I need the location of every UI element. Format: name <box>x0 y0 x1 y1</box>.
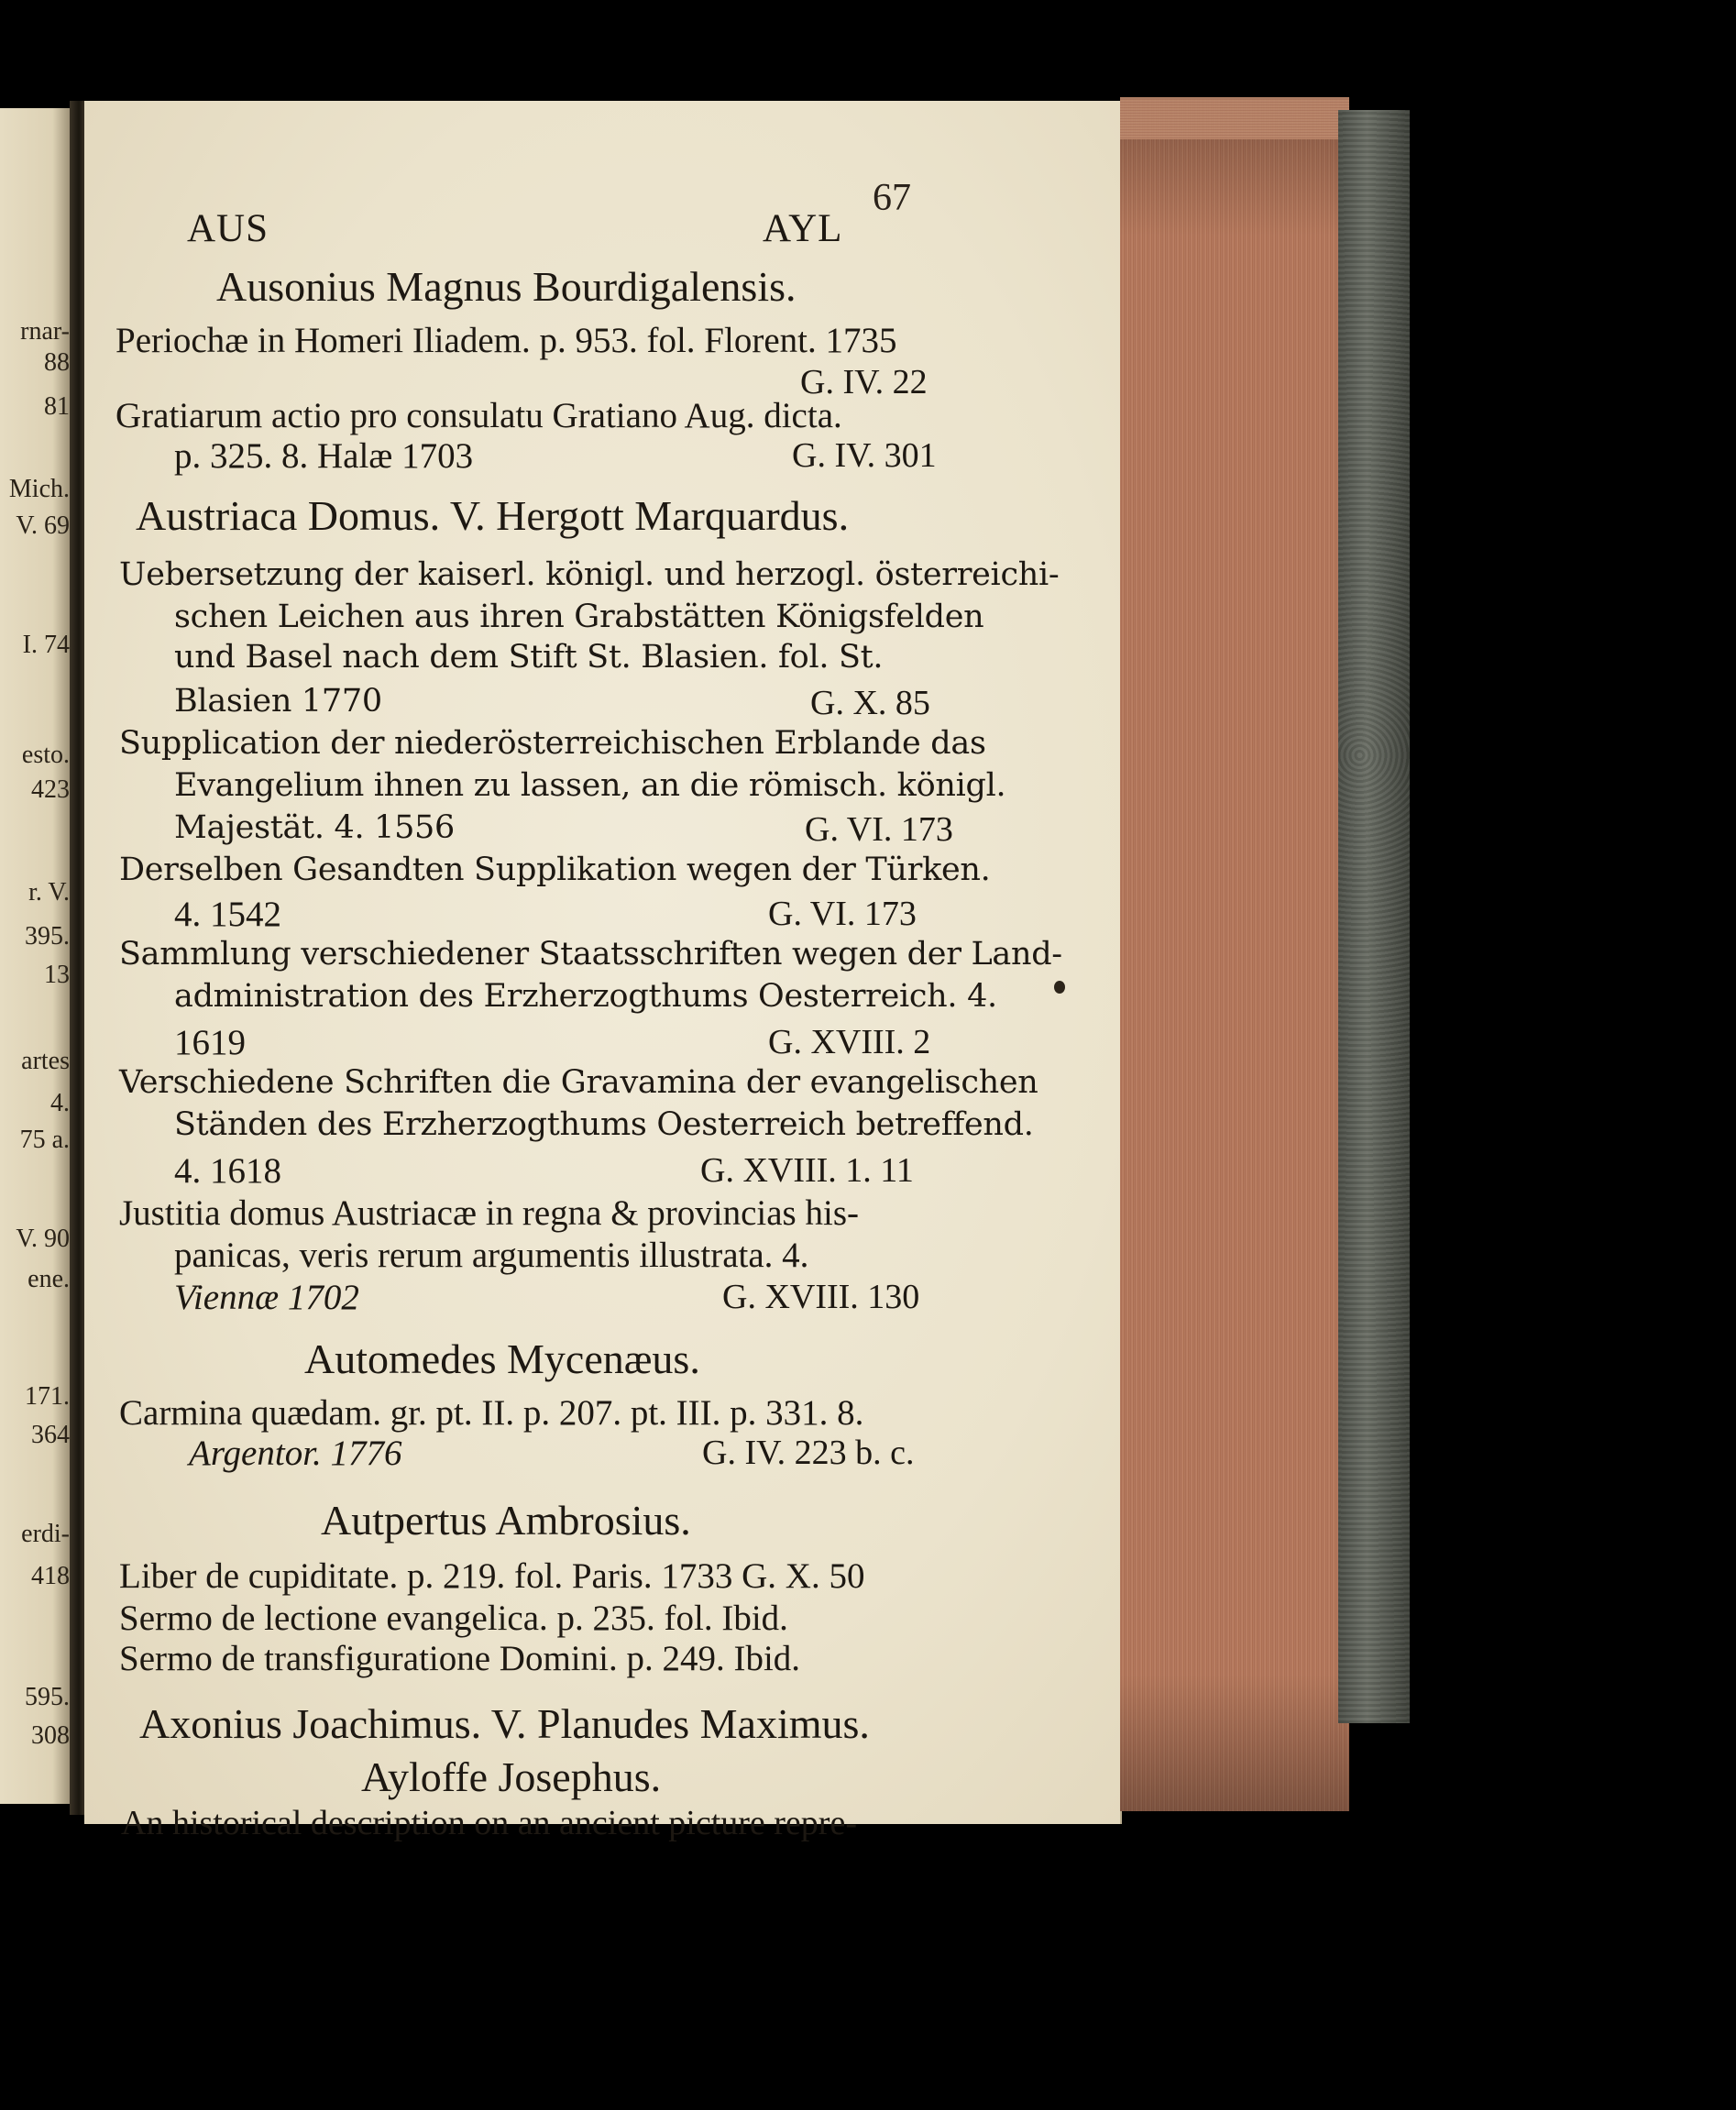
shelf-mark: G. VI. 173 <box>768 895 917 933</box>
margin-fragment: 88 <box>44 348 70 377</box>
shelf-mark: G. XVIII. 2 <box>768 1023 931 1061</box>
entry-line: Blasien 1770 <box>174 683 382 720</box>
entry-line: Viennæ 1702 <box>174 1278 359 1317</box>
entry-line: schen Leichen aus ihren Grabstätten Königsfelden <box>174 599 984 635</box>
margin-fragment: r. V. <box>28 878 70 907</box>
margin-fragment: 395. <box>25 922 70 951</box>
entry-line: Carmina quædam. gr. pt. II. p. 207. pt. III. p. 331. 8. <box>119 1393 864 1433</box>
margin-fragment: rnar- <box>20 317 70 346</box>
entry-line: Evangelium ihnen zu lassen, an die römisch. königl. <box>174 767 1006 804</box>
entry-heading: Ayloffe Josephus. <box>361 1753 662 1800</box>
entry-heading: Axonius Joachimus. V. Planudes Maximus. <box>139 1700 870 1747</box>
entry-line: Sammlung verschiedener Staatsschriften wegen der Land- <box>119 936 1062 973</box>
margin-fragment: 364 <box>31 1421 70 1449</box>
margin-fragment: V. 90 <box>16 1225 70 1253</box>
entry-heading: Austriaca Domus. V. Hergott Marquardus. <box>136 492 850 539</box>
book-cover-board <box>1338 110 1410 1723</box>
entry-line: Gratiarum actio pro consulatu Gratiano Aug. dicta. <box>115 396 842 435</box>
entry-line: Supplication der niederösterreichischen Erblande das <box>119 725 986 762</box>
entry-line: 1619 <box>174 1023 246 1062</box>
running-head-right: AYL <box>763 207 843 250</box>
entry-line: Justitia domus Austriacæ in regna & provincias his- <box>119 1193 859 1233</box>
shelf-mark: G. X. 85 <box>810 684 930 722</box>
entry-line: 4. 1542 <box>174 895 281 934</box>
entry-line: Sermo de transfiguratione Domini. p. 249. Ibid. <box>119 1639 801 1678</box>
page-block-fore-edge <box>1120 99 1349 1811</box>
shelf-mark: G. IV. 223 b. c. <box>702 1434 915 1472</box>
entry-line: An historical description on an ancient picture repre- <box>121 1804 857 1842</box>
entry-line: p. 325. 8. Halæ 1703 <box>174 436 474 476</box>
entry-line: Verschiedene Schriften die Gravamina der evangelischen <box>119 1064 1038 1101</box>
margin-fragment: Mich. <box>8 475 70 503</box>
page <box>84 101 1122 1842</box>
margin-fragment: 171. <box>25 1382 70 1411</box>
entry-line: Majestät. 4. 1556 <box>174 809 455 846</box>
entry-heading: Ausonius Magnus Bourdigalensis. <box>216 263 797 310</box>
margin-fragment: 423 <box>31 775 70 804</box>
entry-line: 4. 1618 <box>174 1151 281 1191</box>
entry-line: Derselben Gesandten Supplikation wegen der Türken. <box>119 852 991 888</box>
margin-fragment: 308 <box>31 1721 70 1750</box>
entry-heading: Automedes Mycenæus. <box>304 1335 700 1382</box>
shelf-mark: G. IV. 301 <box>792 436 937 475</box>
page-block-top-edge <box>1120 97 1349 139</box>
margin-fragment: ene. <box>27 1265 70 1293</box>
shelf-mark: G. XVIII. 1. 11 <box>700 1151 914 1190</box>
entry-line: Sermo de lectione evangelica. p. 235. fol. Ibid. <box>119 1599 788 1638</box>
margin-fragment: 13 <box>44 961 70 989</box>
shelf-mark: G. XVIII. 130 <box>722 1278 920 1316</box>
margin-fragment: erdi- <box>21 1520 70 1548</box>
entry-heading: Autpertus Ambrosius. <box>321 1497 691 1544</box>
margin-fragment: artes <box>21 1047 70 1075</box>
entry-line: und Basel nach dem Stift St. Blasien. fol. St. <box>174 639 884 676</box>
ink-spot <box>1054 981 1065 994</box>
running-head-left: AUS <box>187 207 269 250</box>
entry-line: Periochæ in Homeri Iliadem. p. 953. fol. Florent. 1735 <box>115 321 897 360</box>
margin-fragment: 75 a. <box>19 1126 70 1154</box>
margin-fragment: esto. <box>21 741 70 769</box>
margin-fragment: 81 <box>44 392 70 421</box>
shelf-mark: G. VI. 173 <box>805 810 953 849</box>
entry-line: Uebersetzung der kaiserl. königl. und herzogl. österreichi- <box>119 556 1060 593</box>
entry-line: Liber de cupiditate. p. 219. fol. Paris. 1733 G. X. 50 <box>119 1556 865 1596</box>
page-number: 67 <box>873 177 911 219</box>
margin-fragment: V. 69 <box>16 511 70 540</box>
entry-line: Argentor. 1776 <box>189 1434 402 1473</box>
entry-line: administration des Erzherzogthums Oesterreich. 4. <box>174 978 997 1015</box>
entry-line: Ständen des Erzherzogthums Oesterreich betreffend. <box>174 1106 1034 1143</box>
shelf-mark: G. IV. 22 <box>800 363 928 401</box>
entry-line: panicas, veris rerum argumentis illustrata. 4. <box>174 1236 809 1275</box>
facing-page-edge <box>0 108 75 1804</box>
margin-fragment: 418 <box>31 1562 70 1590</box>
margin-fragment: 595. <box>25 1683 70 1711</box>
margin-fragment: I. 74 <box>22 631 70 659</box>
margin-fragment: 4. <box>50 1089 70 1117</box>
